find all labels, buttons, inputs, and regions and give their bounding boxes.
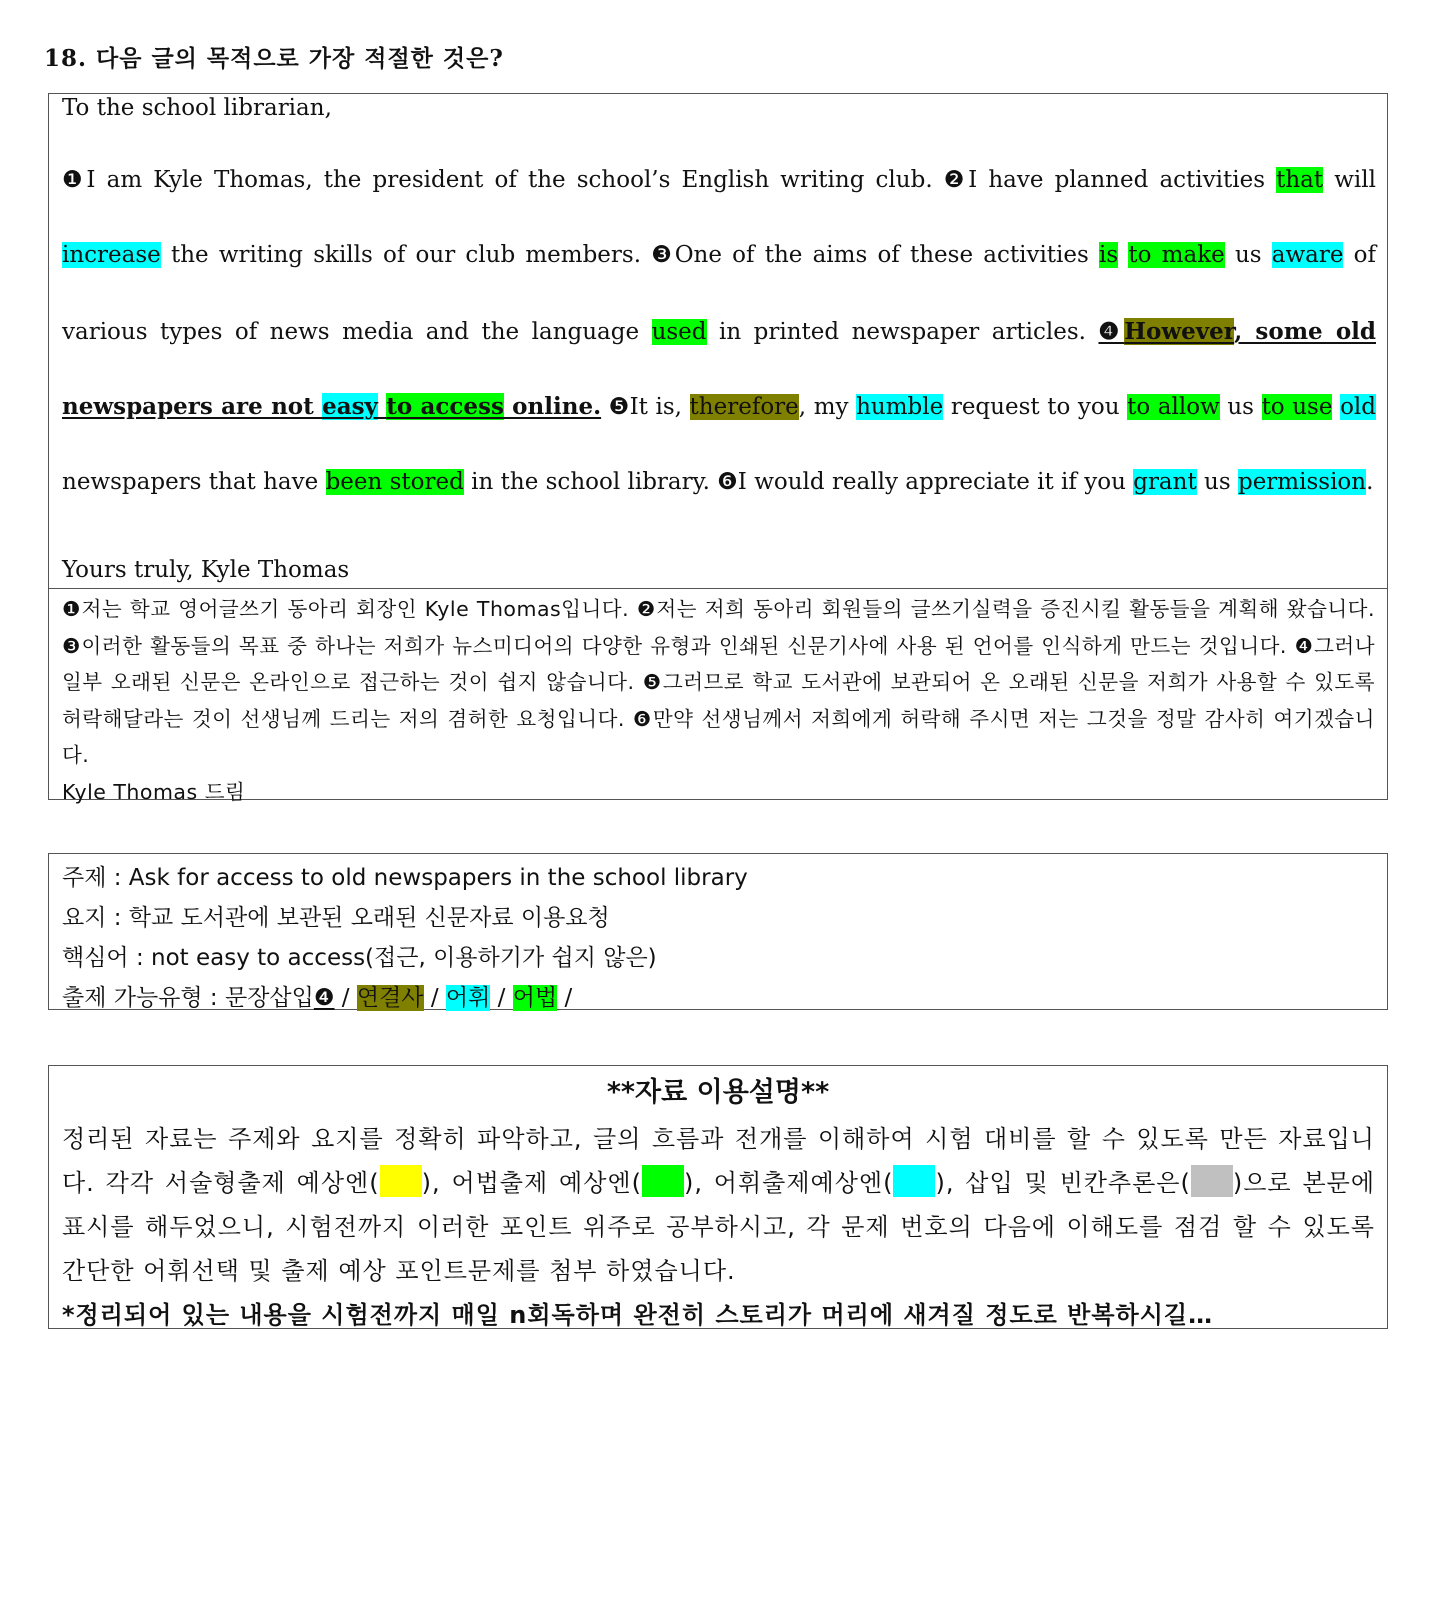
question-title: 18. 다음 글의 목적으로 가장 적절한 것은? xyxy=(44,45,504,72)
text-segment: us xyxy=(1224,242,1272,268)
text-segment: newspapers that have xyxy=(62,469,326,495)
type-vocab: 어휘 xyxy=(445,985,491,1011)
text-segment: us xyxy=(1196,469,1238,495)
guide-text: 정리된 자료는 주제와 요지를 정확히 파악하고, 글의 흐름과 전개를 이해하여 시험 대비를 할 수 있도록 만든 자료입니다. 각각 서술형출제 예상엔( xyxy=(62,1125,1375,1197)
highlight-vocab: easy xyxy=(322,393,378,420)
highlight-connective: However xyxy=(1124,318,1235,345)
text-segment: various types of news media and the language xyxy=(62,319,652,345)
letter-line-3 xyxy=(62,318,1376,345)
text-segment: of xyxy=(1343,242,1377,268)
letter-line-5 xyxy=(62,469,1376,495)
text-segment xyxy=(1118,242,1128,268)
insertion-sentence-end xyxy=(62,393,601,420)
guide-text: ), 어휘출제예상엔( xyxy=(683,1169,894,1197)
sentence-number: ❹ xyxy=(1098,318,1125,345)
type-connective: 연결사 xyxy=(356,985,424,1011)
vocab-color-swatch xyxy=(893,1165,935,1197)
essay-color-swatch xyxy=(380,1165,422,1197)
closing: Yours truly, Kyle Thomas xyxy=(62,557,350,583)
text-segment: newspapers are not xyxy=(62,393,323,420)
guide-title: **자료 이용설명** xyxy=(606,1077,830,1108)
text-segment: will xyxy=(1323,167,1376,193)
text-segment: ❺It is, xyxy=(601,394,690,420)
text-segment: in printed newspaper articles. xyxy=(706,319,1099,345)
text-segment: in the school library. ❻I would really appreciate it if you xyxy=(463,469,1134,495)
text-segment: , some old xyxy=(1234,318,1377,345)
highlight-vocab: grant xyxy=(1133,469,1197,495)
highlight-vocab: increase xyxy=(62,242,161,268)
text-segment xyxy=(378,393,386,420)
letter-line-2 xyxy=(62,242,1376,268)
usage-guide-box xyxy=(48,1065,1388,1329)
guide-text: ), 삽입 및 빈칸추론은( xyxy=(935,1169,1191,1197)
highlight-grammar: been stored xyxy=(325,469,464,495)
letter-box xyxy=(48,93,1388,804)
type-grammar: 어법 xyxy=(512,985,558,1011)
text-segment: us xyxy=(1219,394,1262,420)
highlight-vocab: permission xyxy=(1237,469,1367,495)
summary-types xyxy=(62,979,572,1012)
letter-english xyxy=(49,94,1387,589)
highlight-grammar: used xyxy=(651,319,707,345)
summary-topic: 주제 : Ask for access to old newspapers in the school library xyxy=(62,865,748,891)
highlight-grammar: to make xyxy=(1128,242,1225,268)
types-separator: / xyxy=(490,985,513,1011)
text-segment: ❶I am Kyle Thomas, the president of the school’s English writing club. ❷I have planned activities xyxy=(62,167,1277,193)
translation-closing: Kyle Thomas 드림 xyxy=(62,779,246,804)
highlight-connective: therefore xyxy=(689,394,799,420)
types-end: / xyxy=(557,985,573,1011)
guide-note: *정리되어 있는 내용을 시험전까지 매일 n회독하며 완전히 스토리가 머리에 새겨질 정도로 반복하시길… xyxy=(62,1301,1214,1329)
insertion-color-swatch xyxy=(1191,1165,1233,1197)
salutation: To the school librarian, xyxy=(62,95,332,121)
letter-translation xyxy=(62,591,1375,810)
guide-text: )으로 본문에 표시를 해두었으니, 시험전까지 이러한 포인트 위주로 공부하시고, 각 문제 번호의 다음에 이해도를 점검 할 수 있도록 간단한 어휘선택 및 출제 예상 포인트문제를 첨부 하였습니다. xyxy=(62,1169,1375,1285)
letter-line-1 xyxy=(62,167,1376,193)
highlight-vocab: aware xyxy=(1271,242,1344,268)
types-prefix: 출제 가능유형 : 문장삽입 xyxy=(62,985,314,1011)
types-number: ❹ xyxy=(313,985,335,1011)
text-segment xyxy=(1332,394,1340,420)
insertion-sentence-start xyxy=(1098,318,1376,345)
text-segment: , my xyxy=(798,394,857,420)
guide-body xyxy=(62,1117,1375,1337)
text-segment: . xyxy=(1366,469,1374,495)
types-separator: / xyxy=(334,985,357,1011)
highlight-grammar: to access xyxy=(386,393,504,420)
translation-text: ❶저는 학교 영어글쓰기 동아리 회장인 Kyle Thomas입니다. ❷저는 저희 동아리 회원들의 글쓰기실력을 증진시킬 활동들을 계획해 왔습니다. ❸이러한 활동들의 목표 중 하나는 저희가 뉴스미디어의 다양한 유형과 인쇄된 신문기사에 사용 된 언어를 인식하게 만드는 것입니다. ❹그러나 일부 오래된 신문은 온라인으로 접근하는 것이 쉽지 않습니다. ❺그러므로 학교 도서관에 보관되어 온 오래된 신문을 저희가 사용할 수 있도록 허락해달라는 것이 선생님께 드리는 저의 겸허한 요청입니다. ❻만약 선생님께서 저희에게 허락해 주시면 저는 그것을 정말 감사히 여기겠습니다. xyxy=(62,597,1375,767)
highlight-vocab: humble xyxy=(856,394,944,420)
highlight-grammar: to use xyxy=(1261,394,1333,420)
text-segment: request to you xyxy=(943,394,1128,420)
letter-line-4 xyxy=(62,393,1376,420)
summary-keyword: 핵심어 : not easy to access(접근, 이용하기가 쉽지 않은) xyxy=(62,945,657,971)
highlight-grammar: to allow xyxy=(1127,394,1220,420)
summary-box xyxy=(48,853,1388,1010)
grammar-color-swatch xyxy=(642,1165,684,1197)
summary-gist: 요지 : 학교 도서관에 보관된 오래된 신문자료 이용요청 xyxy=(62,905,610,931)
text-segment: online. xyxy=(503,393,602,420)
highlight-grammar: is xyxy=(1099,242,1119,268)
types-separator: / xyxy=(423,985,446,1011)
highlight-grammar: that xyxy=(1276,167,1324,193)
highlight-vocab: old xyxy=(1340,394,1376,420)
text-segment: the writing skills of our club members. ❸One of the aims of these activities xyxy=(160,242,1100,268)
guide-text: ), 어법출제 예상엔( xyxy=(421,1169,642,1197)
